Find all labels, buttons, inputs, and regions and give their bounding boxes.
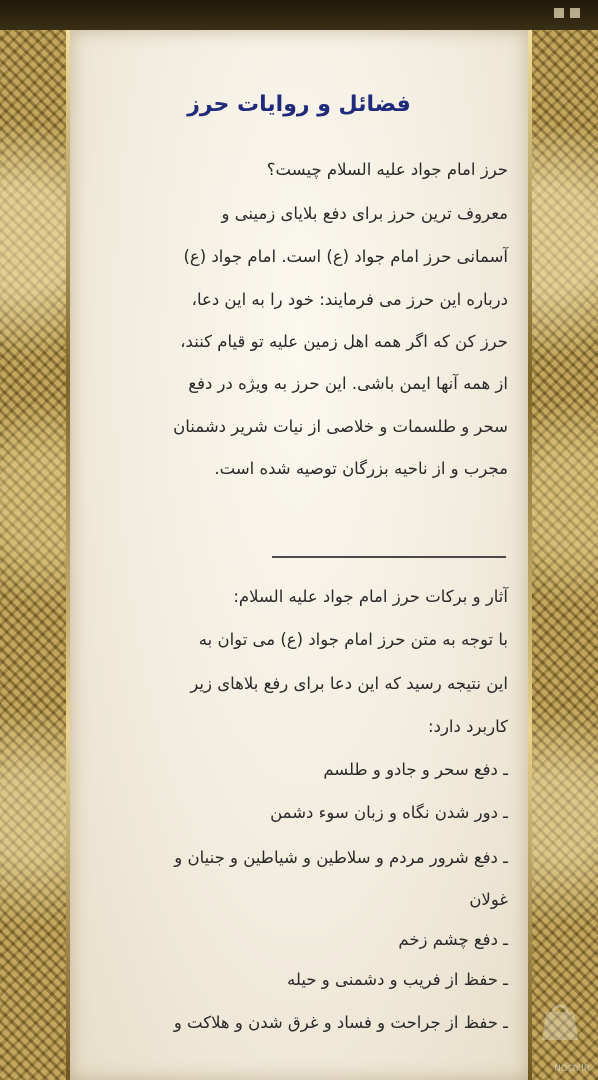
text-line: درباره این حرز می فرمایند: خود را به این دعا، bbox=[191, 290, 508, 309]
text-line: مجرب و از ناحیه بزرگان توصیه شده است. bbox=[214, 459, 508, 478]
text-line: معروف ترین حرز برای دفع بلایای زمینی و bbox=[221, 204, 508, 223]
text-line: سحر و طلسمات و خلاصی از نیات شریر دشمنان bbox=[173, 417, 508, 436]
text-line: حرز کن که اگر همه اهل زمین علیه تو قیام کنند، bbox=[180, 332, 508, 351]
text-line: حرز امام جواد علیه السلام چیست؟ bbox=[266, 160, 508, 179]
battery-icon bbox=[570, 8, 580, 18]
status-icons bbox=[554, 8, 580, 18]
list-item: ـ دور شدن نگاه و زبان سوء دشمن bbox=[270, 803, 508, 822]
content-panel[interactable] bbox=[70, 30, 528, 1080]
text-line: این نتیجه رسید که این دعا برای رفع بلاهای زیر bbox=[190, 674, 508, 693]
list-item: ـ دفع چشم زخم bbox=[398, 930, 508, 949]
app-logo-watermark-icon bbox=[532, 994, 588, 1050]
text-line: غولان bbox=[469, 890, 508, 909]
text-line: آسمانی حرز امام جواد (ع) است. امام جواد (ع) bbox=[183, 247, 508, 266]
status-bar bbox=[0, 0, 598, 30]
section-divider bbox=[272, 556, 506, 558]
list-item: ـ حفظ از فریب و دشمنی و حیله bbox=[287, 970, 508, 989]
text-line: با توجه به متن حرز امام جواد (ع) می توان به bbox=[198, 630, 508, 649]
list-item: ـ دفع شرور مردم و سلاطین و شیاطین و جنیان و bbox=[174, 848, 508, 867]
right-gold-border bbox=[528, 30, 598, 1080]
section-heading: آثار و برکات حرز امام جواد علیه السلام: bbox=[233, 587, 508, 606]
left-gold-border bbox=[0, 30, 70, 1080]
text-line: کاربرد دارد: bbox=[428, 717, 508, 736]
list-item: ـ دفع سحر و جادو و طلسم bbox=[323, 760, 508, 779]
list-item: ـ حفظ از جراحت و فساد و غرق شدن و هلاکت و bbox=[173, 1013, 508, 1032]
page-title: فضائل و روایات حرز bbox=[187, 92, 411, 117]
signal-icon bbox=[554, 8, 564, 18]
watermark-label: NOOY.IR bbox=[554, 1064, 590, 1074]
text-line: از همه آنها ایمن باشی. این حرز به ویژه در دفع bbox=[188, 374, 508, 393]
